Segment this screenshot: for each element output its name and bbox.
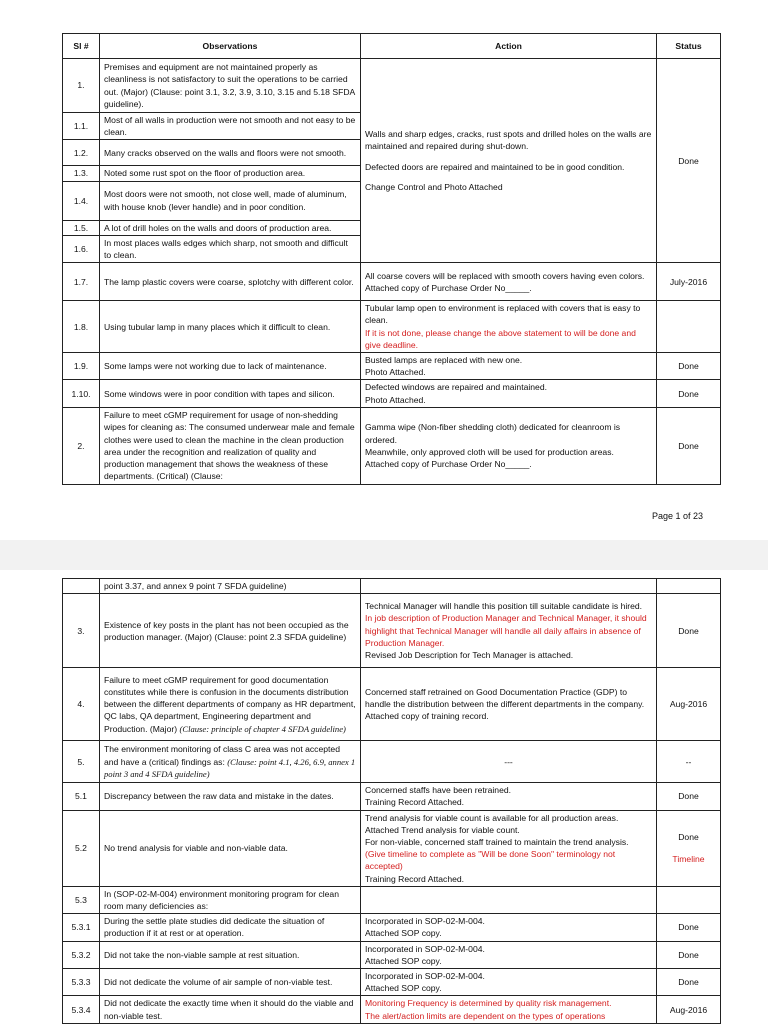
observation-cell: Failure to meet cGMP requirement for usage of non-shedding wipes for cleaning as: The consumed underwear male and female clothes were used to clean the machine in the clean production area under the recognition and realization of quality and production management that shows the weakness of these departments. (Critical) (Clause:: [100, 407, 361, 484]
action-text: Gamma wipe (Non-fiber shedding cloth) dedicated for cleanroom is ordered.: [365, 422, 621, 445]
status-cell: [657, 886, 721, 913]
observation-text: The environment monitoring of class C area was not accepted and have a (critical) findings as:: [104, 744, 340, 767]
observation-cell: In most places walls edges which sharp, not smooth and difficult to clean.: [100, 235, 361, 262]
status-cell: Done: [657, 783, 721, 810]
observation-cell: No trend analysis for viable and non-viable data.: [100, 810, 361, 886]
observation-text: Failure to meet cGMP requirement for good documentation constitutes while there is confusion in the documents distribution between the different departments of company as HR department, QC labs, QA department, Engineering department and Production. (Major): [104, 674, 356, 734]
action-text: Incorporated in SOP-02-M-004.: [365, 943, 485, 954]
status-cell: Done: [657, 59, 721, 263]
action-text: Photo Attached.: [365, 394, 426, 405]
sl-cell: 1.3.: [63, 166, 100, 181]
status-cell: Done: [657, 407, 721, 484]
action-text: Incorporated in SOP-02-M-004.: [365, 916, 485, 927]
action-cell: [361, 594, 657, 668]
sl-cell: 1.2.: [63, 140, 100, 166]
status-cell: Done: [657, 594, 721, 668]
status-cell: Done: [657, 914, 721, 941]
status-cell: Aug-2016: [657, 668, 721, 741]
table-row: [63, 353, 721, 380]
page-gap: [0, 540, 768, 570]
action-text: Walls and sharp edges, cracks, rust spots and drilled holes on the walls are maintained and repaired during shut-down.: [365, 129, 652, 152]
sl-cell: 4.: [63, 668, 100, 741]
status-cell: [657, 579, 721, 594]
sl-cell: 5.: [63, 741, 100, 783]
table-row: [63, 741, 721, 783]
action-text: All coarse covers will be replaced with smooth covers having even colors.: [365, 270, 645, 281]
table-row: [63, 886, 721, 913]
clause-reference: (Clause: principle of chapter 4 SFDA guideline): [179, 723, 346, 734]
action-header: Action: [361, 34, 657, 59]
observation-cell: Many cracks observed on the walls and floors were not smooth.: [100, 140, 361, 166]
status-header: Status: [657, 34, 721, 59]
table-row: [63, 263, 721, 301]
reviewer-comment: The alert/action limits are dependent on the types of operations: [365, 1010, 606, 1021]
status-cell: Done: [657, 353, 721, 380]
action-cell: [361, 886, 657, 913]
observation-cell: Did not dedicate the volume of air sample of non-viable test.: [100, 969, 361, 996]
status-cell: [657, 810, 721, 886]
sl-cell: 5.3.2: [63, 941, 100, 968]
observation-cell: Some lamps were not working due to lack of maintenance.: [100, 353, 361, 380]
action-text: For non-viable, concerned staff trained to maintain the trend analysis.: [365, 837, 629, 848]
table-header-row: [63, 34, 721, 59]
status-cell: [657, 301, 721, 353]
sl-cell: 5.3.1: [63, 914, 100, 941]
action-text: Trend analysis for viable count is available for all production areas.: [365, 812, 619, 823]
action-text: Tubular lamp open to environment is replaced with covers that is easy to clean.: [365, 303, 641, 326]
observation-cell: Most of all walls in production were not smooth and not easy to be clean.: [100, 113, 361, 140]
status-comment: Timeline: [672, 854, 705, 865]
table-row: [63, 969, 721, 996]
observation-cell: [100, 668, 361, 741]
action-cell: [361, 380, 657, 407]
action-cell: [361, 810, 657, 886]
action-cell: [361, 263, 657, 301]
status-cell: --: [657, 741, 721, 783]
status-text: Done: [678, 832, 699, 843]
observation-cell: Most doors were not smooth, not close well, made of aluminum, with house knob (lever handle) and in poor condition.: [100, 181, 361, 220]
action-text: Defected doors are repaired and maintained to be in good condition.: [365, 161, 625, 172]
action-text: Busted lamps are replaced with new one.: [365, 355, 523, 366]
action-text: Attached SOP copy.: [365, 928, 442, 939]
observation-cell: The lamp plastic covers were coarse, splotchy with different color.: [100, 263, 361, 301]
observation-cell: Premises and equipment are not maintained properly as cleanliness is not satisfactory to suit the operations to be carried out. (Major) (Clause: point 3.1, 3.2, 3.9, 3.10, 3.15 and 5.18 SFDA guideline).: [100, 59, 361, 113]
action-text: Training Record Attached.: [365, 797, 465, 808]
table-row: [63, 996, 721, 1023]
table-row: [63, 380, 721, 407]
observation-cell: In (SOP-02-M-004) environment monitoring program for clean room many deficiencies as:: [100, 886, 361, 913]
sl-cell: 1.5.: [63, 220, 100, 235]
observations-table-page-1: [62, 33, 721, 485]
table-row: [63, 407, 721, 484]
action-text: Revised Job Description for Tech Manager is attached.: [365, 650, 574, 660]
sl-cell: 1.10.: [63, 380, 100, 407]
sl-cell: 1.9.: [63, 353, 100, 380]
status-cell: July-2016: [657, 263, 721, 301]
observation-cell: Noted some rust spot on the floor of production area.: [100, 166, 361, 181]
action-text: Attached copy of Purchase Order No_____.: [365, 282, 532, 293]
table-row: [63, 783, 721, 810]
observations-header: Observations: [100, 34, 361, 59]
table-row: [63, 579, 721, 594]
action-cell: [361, 914, 657, 941]
table-row: [63, 59, 721, 113]
reviewer-comment: (Give timeline to complete as "Will be done Soon" terminology not accepted): [365, 849, 616, 872]
sl-cell: 1.7.: [63, 263, 100, 301]
sl-cell: 1.: [63, 59, 100, 113]
sl-cell: 5.3.3: [63, 969, 100, 996]
action-text: Attached copy of training record.: [365, 711, 489, 722]
action-text: Incorporated in SOP-02-M-004.: [365, 971, 485, 982]
observation-cell: Existence of key posts in the plant has not been occupied as the production manager. (Major) (Clause: point 2.3 SFDA guideline): [100, 594, 361, 668]
sl-cell: 5.2: [63, 810, 100, 886]
sl-cell: 1.1.: [63, 113, 100, 140]
action-text: Attached SOP copy.: [365, 983, 442, 994]
action-cell: [361, 783, 657, 810]
observation-cell: During the settle plate studies did dedicate the situation of production if it at rest or at operation.: [100, 914, 361, 941]
table-row: [63, 594, 721, 668]
table-row: [63, 301, 721, 353]
sl-cell: 3.: [63, 594, 100, 668]
observation-cell: Using tubular lamp in many places which it difficult to clean.: [100, 301, 361, 353]
table-row: [63, 810, 721, 886]
action-text: Meanwhile, only approved cloth will be used for production areas.: [365, 446, 614, 457]
observation-cell: point 3.37, and annex 9 point 7 SFDA guideline): [100, 579, 361, 594]
sl-cell: 2.: [63, 407, 100, 484]
status-cell: Done: [657, 969, 721, 996]
action-cell: [361, 301, 657, 353]
action-text: Concerned staff retrained on Good Documentation Practice (GDP) to handle the distribution between the different departments in the company.: [365, 686, 645, 710]
sl-cell: 5.3.4: [63, 996, 100, 1023]
status-cell: Done: [657, 380, 721, 407]
sl-cell: [63, 579, 100, 594]
action-cell: [361, 969, 657, 996]
observation-cell: Discrepancy between the raw data and mistake in the dates.: [100, 783, 361, 810]
table-row: [63, 941, 721, 968]
sl-cell: 5.1: [63, 783, 100, 810]
action-cell: [361, 579, 657, 594]
observation-cell: [100, 741, 361, 783]
observation-cell: A lot of drill holes on the walls and doors of production area.: [100, 220, 361, 235]
status-cell: Aug-2016: [657, 996, 721, 1023]
reviewer-comment: In job description of Production Manager and Technical Manager, it should highlight that Technical Manager will handle all daily affairs in absence of Production Manager.: [365, 613, 647, 648]
action-cell: ---: [361, 741, 657, 783]
sl-header: Sl #: [63, 34, 100, 59]
action-text: Concerned staffs have been retrained.: [365, 785, 512, 796]
observations-table-page-2: [62, 578, 721, 1024]
observation-cell: Did not dedicate the exactly time when it should do the viable and non-viable test.: [100, 996, 361, 1023]
table-row: [63, 668, 721, 741]
action-text: Technical Manager will handle this position till suitable candidate is hired.: [365, 601, 643, 612]
observation-cell: Did not take the non-viable sample at rest situation.: [100, 941, 361, 968]
action-text: Photo Attached.: [365, 367, 426, 378]
action-cell: [361, 407, 657, 484]
action-cell: [361, 996, 657, 1023]
table-row: [63, 914, 721, 941]
action-text: Training Record Attached.: [365, 873, 465, 884]
action-cell: [361, 941, 657, 968]
sl-cell: 5.3: [63, 886, 100, 913]
observation-cell: Some windows were in poor condition with tapes and silicon.: [100, 380, 361, 407]
action-text: Attached Trend analysis for viable count.: [365, 824, 520, 835]
action-text: Defected windows are repaired and maintained.: [365, 382, 548, 393]
clause-reference: (Clause: point 4.1, 4.26, 6.9, annex 1 point 3 and 4 SFDA guideline): [104, 756, 356, 779]
action-text: Change Control and Photo Attached: [365, 181, 503, 192]
page-number: Page 1 of 23: [651, 511, 703, 521]
reviewer-comment: Monitoring Frequency is determined by quality risk management.: [365, 998, 612, 1009]
sl-cell: 1.4.: [63, 181, 100, 220]
action-cell: [361, 353, 657, 380]
action-text: Attached SOP copy.: [365, 955, 442, 966]
action-cell: [361, 668, 657, 741]
status-cell: Done: [657, 941, 721, 968]
sl-cell: 1.6.: [63, 235, 100, 262]
action-text: Attached copy of Purchase Order No_____.: [365, 459, 532, 470]
action-cell: [361, 59, 657, 263]
sl-cell: 1.8.: [63, 301, 100, 353]
reviewer-comment: If it is not done, please change the above statement to will be done and give deadline.: [365, 327, 636, 350]
